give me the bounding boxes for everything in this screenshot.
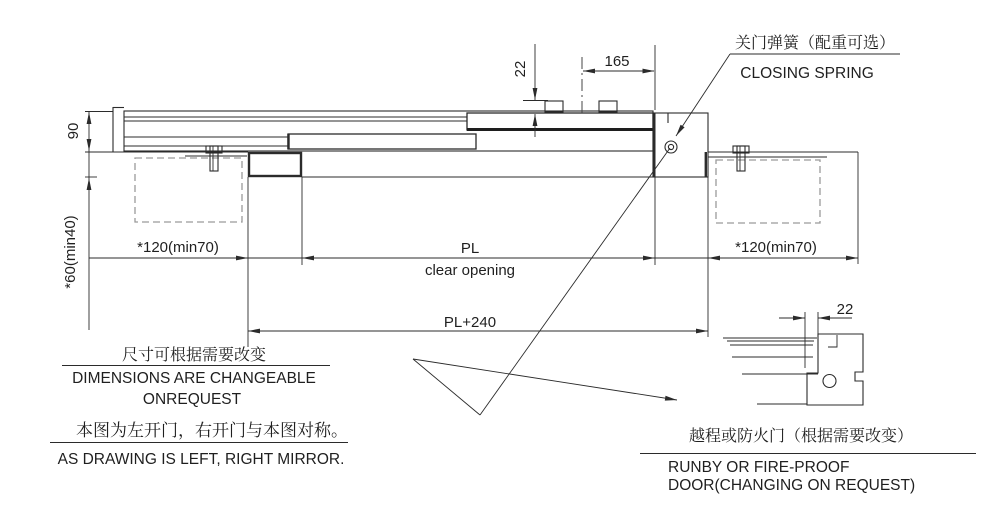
dim-pl-label: PL (460, 240, 480, 257)
dim-22-detail-label: 22 (836, 301, 854, 318)
dim-165-label: 165 (604, 53, 630, 70)
note-dims-changeable-zh: 尺寸可根据需要改变 (121, 347, 267, 364)
dim-90-label: 90 (65, 122, 82, 140)
dim-120-right-label: *120(min70) (735, 239, 817, 256)
note-runby-zh: 越程或防火门（根据需要改变） (688, 428, 914, 445)
track-rail (124, 57, 653, 151)
closing-spring-label-en: CLOSING SPRING (740, 65, 874, 82)
carriage-bar-lower (288, 134, 476, 149)
mounting-tab-2 (599, 101, 617, 112)
leader-to-detail (413, 359, 677, 400)
carriage-bar-upper (467, 113, 653, 130)
note-mirror-en: AS DRAWING IS LEFT, RIGHT MIRROR. (57, 451, 345, 468)
closing-spring-label-zh: 关门弹簧（配重可选） (734, 35, 896, 52)
bolt-right-shaft (737, 146, 745, 171)
note-runby-en1: RUNBY OR FIRE-PROOF (668, 459, 850, 476)
detail-view-runby-door (723, 301, 863, 405)
dim-60-label: *60(min40) (62, 215, 79, 289)
leader-closing-spring (676, 54, 730, 136)
detail-profile-hook (828, 335, 837, 347)
door-panel-left-dashed (135, 158, 242, 222)
dim-pl240-label: PL+240 (443, 314, 497, 331)
note-dims-changeable-en1: DIMENSIONS ARE CHANGEABLE (72, 370, 316, 387)
note-runby-en2: DOOR(CHANGING ON REQUEST) (668, 477, 916, 494)
jamb-right (653, 113, 708, 177)
closing-spring-anchor (665, 141, 677, 153)
mounting-tab-1 (545, 101, 563, 112)
dimensions (62, 44, 858, 347)
note-dims-changeable-en2: ONREQUEST (142, 391, 242, 408)
detail-door-profile (807, 334, 863, 405)
dim-clear-opening-label: clear opening (424, 262, 516, 279)
detail-roller-circle (823, 375, 836, 388)
wall-right (653, 113, 858, 177)
dim-120-left-label: *120(min70) (137, 239, 219, 256)
jamb-left (249, 153, 301, 176)
leaders (413, 54, 900, 415)
leader-long-diagonal (480, 148, 670, 415)
door-panel-left (135, 146, 242, 222)
dim-22-top-label: 22 (512, 60, 529, 78)
door-panel-right-dashed (716, 160, 820, 223)
note-mirror-zh: 本图为左开门，右开门与本图对称。 (76, 421, 348, 440)
